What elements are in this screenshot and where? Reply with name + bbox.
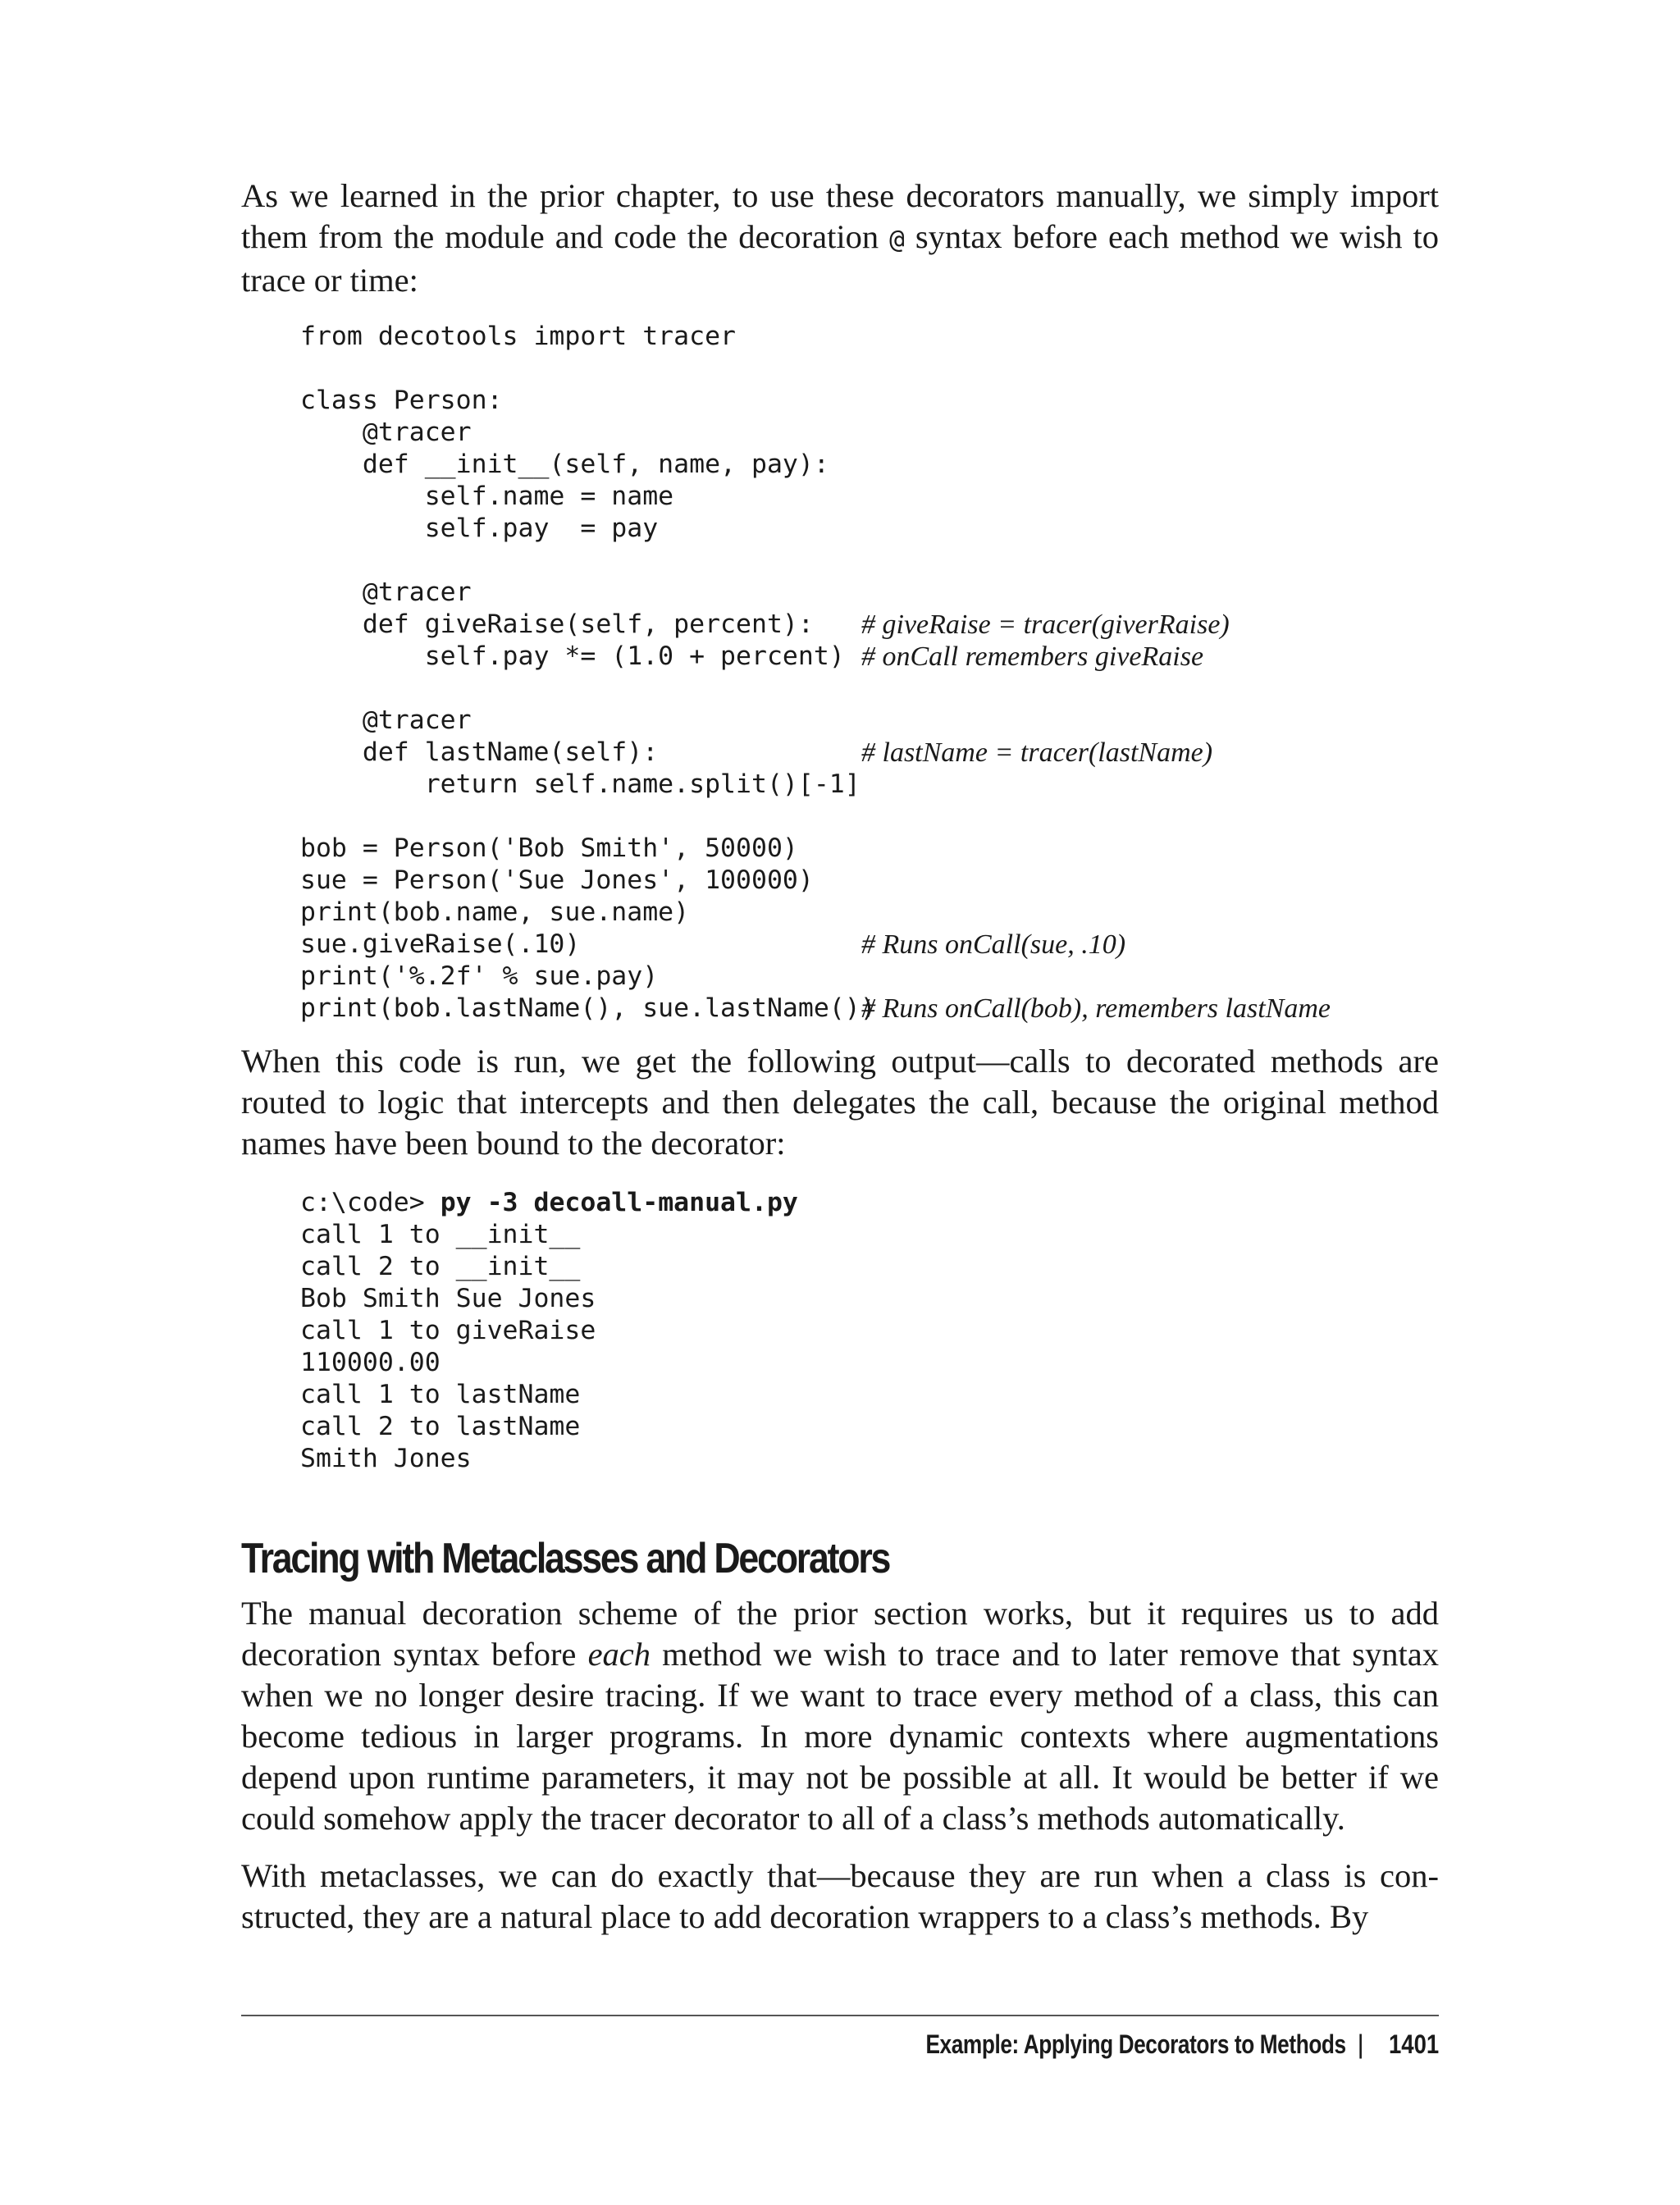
intro-paragraph [241, 176, 1439, 301]
emphasis-each: each [587, 1636, 651, 1673]
code-line [300, 321, 1439, 353]
inline-code-at: @ [889, 225, 905, 254]
running-title: Example: Applying Decorators to Methods [925, 2029, 1346, 2059]
code-listing [241, 321, 1439, 1025]
code-line [300, 769, 1439, 801]
console-line: Bob Smith Sue Jones [300, 1284, 596, 1313]
output-paragraph: When this code is run, we get the following output—calls to decorated methods are routed to logic that intercepts and then delegates the call, because the original method names have been bound to the decorator: [241, 1043, 1439, 1162]
console-line: call 1 to lastName [300, 1380, 581, 1409]
code-line [300, 609, 1439, 641]
code-text: print(bob.name, sue.name) [300, 897, 690, 927]
intro-text-after: syntax before each method we wish to trace or time: [241, 218, 1439, 299]
code-line [300, 385, 1439, 417]
code-text: @tracer [300, 705, 472, 735]
code-text: self.pay *= (1.0 + percent) [300, 641, 845, 671]
console-command-line [300, 1187, 1439, 1219]
code-text: bob = Person('Bob Smith', 50000) [300, 833, 798, 863]
intro-text-before: As we learned in the prior chapter, to use these decorators manually, we simply import them from the module and code the decoration [241, 177, 1439, 255]
console-line: call 1 to giveRaise [300, 1316, 596, 1345]
paragraph-manual-decoration [241, 1593, 1439, 1839]
code-text: from decotools import tracer [300, 322, 737, 351]
code-line [300, 833, 1439, 865]
code-text: sue = Person('Sue Jones', 100000) [300, 865, 814, 895]
paragraph-text-after: method we wish to trace and to later remove that syntax when we no longer desire tracing. If we want to trace every method of a class, this can become tedious in larger programs. In more dynamic contexts where augmentations depend upon runtime parameters, it may not be possible at all. It would be better if we could somehow apply the tracer decorator to all of a class’s methods automatically. [241, 1636, 1439, 1837]
footer-separator: | [1357, 2029, 1364, 2059]
code-text: self.pay = pay [300, 514, 659, 543]
code-text: def __init__(self, name, pay): [300, 450, 829, 479]
code-text: return self.name.split()[-1] [300, 769, 861, 799]
code-comment: # giveRaise = tracer(giverRaise) [861, 609, 1230, 640]
code-line [300, 961, 1439, 993]
console-line: call 1 to __init__ [300, 1220, 581, 1249]
code-comment: # lastName = tracer(lastName) [861, 737, 1213, 768]
code-line [300, 577, 1439, 609]
code-line [300, 641, 1439, 673]
code-line [300, 353, 1439, 385]
code-line [300, 897, 1439, 929]
code-text: def giveRaise(self, percent): [300, 609, 814, 639]
code-comment: # onCall remembers giveRaise [861, 641, 1204, 672]
console-prompt: c:\code> [300, 1188, 441, 1217]
console-output [241, 1187, 1439, 1475]
code-line [300, 673, 1439, 705]
code-comment: # Runs onCall(sue, .10) [861, 929, 1126, 960]
code-line [300, 801, 1439, 833]
code-text: @tracer [300, 578, 472, 607]
console-line: Smith Jones [300, 1444, 472, 1473]
console-command: py -3 decoall-manual.py [440, 1188, 798, 1217]
code-line [300, 481, 1439, 513]
page-footer [241, 2028, 1439, 2061]
code-line [300, 417, 1439, 449]
code-text: sue.giveRaise(.10) [300, 929, 581, 959]
code-line [300, 545, 1439, 577]
code-comment: # Runs onCall(bob), remembers lastName [861, 993, 1331, 1024]
code-text: class Person: [300, 386, 503, 415]
code-line [300, 929, 1439, 961]
paragraph-metaclasses: With metaclasses, we can do exactly that—because they are run when a class is constructed, they are a natural place to add decoration wrappers to a class’s methods. By [241, 1857, 1439, 1935]
code-line [300, 449, 1439, 481]
code-text: @tracer [300, 418, 472, 447]
page-number: 1401 [1388, 2029, 1439, 2059]
code-text: self.name = name [300, 482, 674, 511]
code-line [300, 993, 1439, 1025]
page-content [241, 176, 1439, 1938]
console-line: call 2 to lastName [300, 1412, 581, 1441]
code-line [300, 705, 1439, 737]
code-text: print('%.2f' % sue.pay) [300, 961, 659, 991]
code-line [300, 865, 1439, 897]
console-line: 110000.00 [300, 1348, 441, 1377]
console-line: call 2 to __init__ [300, 1252, 581, 1281]
section-heading: Tracing with Metaclasses and Decorators [241, 1535, 890, 1582]
code-text: def lastName(self): [300, 737, 659, 767]
footer-divider [241, 2015, 1439, 2016]
code-line [300, 737, 1439, 769]
code-line [300, 513, 1439, 545]
paragraph-text-before: The manual decoration scheme of the prior section works, but it requires us to add decoration syntax before [241, 1595, 1439, 1673]
code-text: print(bob.lastName(), sue.lastName()) [300, 993, 876, 1023]
